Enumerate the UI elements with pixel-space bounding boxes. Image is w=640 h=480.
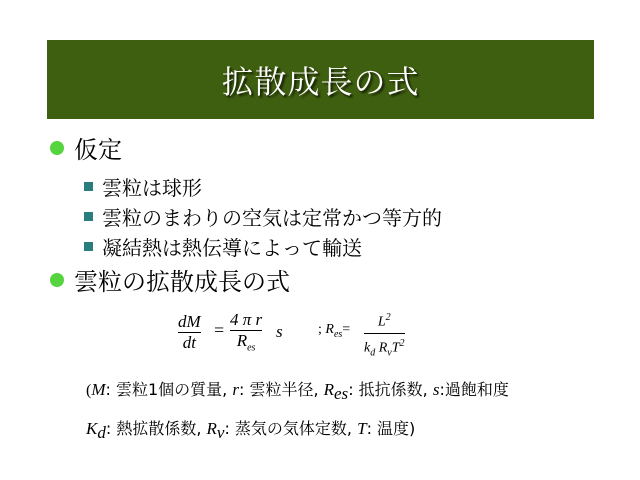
bullet-assumptions: [50, 130, 122, 165]
bullet-square-icon: [84, 212, 93, 221]
variable-legend-line-1: (M: 雲粒1個の質量, r: 雲粒半径, Res: 抵抗係数, s:過飽和度: [86, 380, 509, 404]
variable-legend-line-2: Kd: 熱拡散係数, Rv: 蒸気の気体定数, T: 温度): [86, 419, 416, 443]
assumption-text: 雲粒は球形: [102, 176, 202, 200]
bullet-square-icon: [84, 242, 93, 251]
title-bar: [47, 40, 594, 119]
assumption-item: [84, 202, 442, 231]
aux-fraction: [364, 308, 405, 363]
assumption-item: [84, 172, 202, 201]
rhs-numerator: 4 π r: [230, 310, 263, 329]
slide-title: 拡散成長の式: [221, 62, 420, 101]
aux-lhs: ; $R_{es}=$: [318, 322, 351, 340]
assumption-item: [84, 232, 362, 261]
bullet-dot-icon: [50, 273, 64, 287]
rhs-fraction: [230, 310, 262, 358]
bullet-dot-icon: [50, 141, 64, 155]
assumption-text: 雲粒のまわりの空気は定常かつ等方的: [102, 206, 442, 230]
lhs-fraction: [178, 312, 201, 353]
aux-numerator: $L^2$: [377, 312, 391, 330]
assumptions-heading: 仮定: [74, 136, 122, 164]
bullet-square-icon: [84, 182, 93, 191]
bullet-growth-equation: [50, 262, 290, 297]
aux-denominator: $k_d$ $R_vT^2$: [364, 337, 405, 359]
assumption-text: 凝結熱は熱伝導によって輸送: [102, 236, 362, 260]
equals-sign: =: [214, 320, 225, 340]
lhs-numerator: dM: [178, 312, 201, 331]
rhs-denominator: $R_{es}$: [236, 331, 256, 354]
lhs-denominator: dt: [182, 333, 196, 352]
growth-equation-heading: 雲粒の拡散成長の式: [74, 268, 290, 296]
saturation-var: s: [276, 322, 283, 341]
